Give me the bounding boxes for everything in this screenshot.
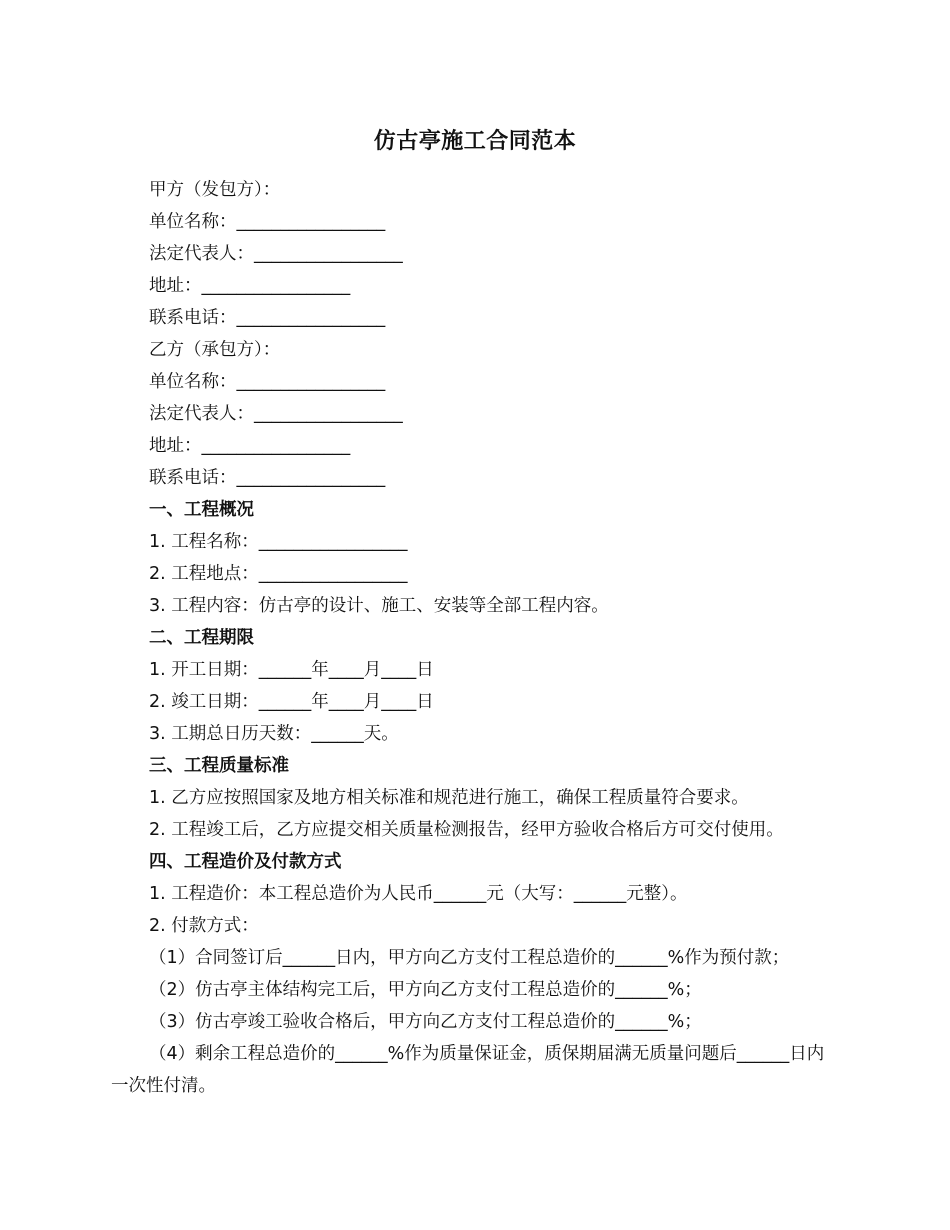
- document-line: 2. 竣工日期：______年____月____日: [149, 692, 434, 712]
- section-heading: 四、工程造价及付款方式: [149, 852, 342, 872]
- document-line: 联系电话：_________________: [149, 468, 386, 488]
- document-line: 单位名称：_________________: [149, 372, 386, 392]
- document-line: 法定代表人：_________________: [149, 404, 403, 424]
- document-line: 3. 工程内容：仿古亭的设计、施工、安装等全部工程内容。: [149, 596, 609, 616]
- document-line: 2. 工程竣工后，乙方应提交相关质量检测报告，经甲方验收合格后方可交付使用。: [149, 820, 784, 840]
- document-line: （1）合同签订后______日内，甲方向乙方支付工程总造价的______%作为预付款；: [149, 948, 790, 968]
- document-body: [111, 174, 841, 1102]
- document-line: 1. 开工日期：______年____月____日: [149, 660, 434, 680]
- document-line: 1. 工程名称：_________________: [149, 532, 408, 552]
- document-line: 法定代表人：_________________: [149, 244, 403, 264]
- section-heading: 一、工程概况: [149, 500, 254, 520]
- document-line: 联系电话：_________________: [149, 308, 386, 328]
- document-title: 仿古亭施工合同范本: [373, 129, 577, 154]
- document-line: 3. 工期总日历天数：______天。: [149, 724, 399, 744]
- document-line: 地址：_________________: [149, 276, 351, 296]
- document-line: 甲方（发包方）：: [149, 180, 281, 200]
- section-heading: 三、工程质量标准: [149, 756, 289, 776]
- document-line: 地址：_________________: [149, 436, 351, 456]
- document-line: 单位名称：_________________: [149, 212, 386, 232]
- document-line: 1. 乙方应按照国家及地方相关标准和规范进行施工，确保工程质量符合要求。: [149, 788, 749, 808]
- document-line: 2. 付款方式：: [149, 916, 259, 936]
- final-paragraph: （4）剩余工程总造价的______%作为质量保证金，质保期届满无质量问题后______日内一次性付清。: [111, 1044, 825, 1096]
- document-line: 2. 工程地点：_________________: [149, 564, 408, 584]
- document-line: 乙方（承包方）：: [149, 340, 281, 360]
- document-line: （2）仿古亭主体结构完工后，甲方向乙方支付工程总造价的______%；: [149, 980, 702, 1000]
- section-heading: 二、工程期限: [149, 628, 254, 648]
- document-line: （3）仿古亭竣工验收合格后，甲方向乙方支付工程总造价的______%；: [149, 1012, 702, 1032]
- document-line: 1. 工程造价：本工程总造价为人民币______元（大写：______元整）。: [149, 884, 688, 904]
